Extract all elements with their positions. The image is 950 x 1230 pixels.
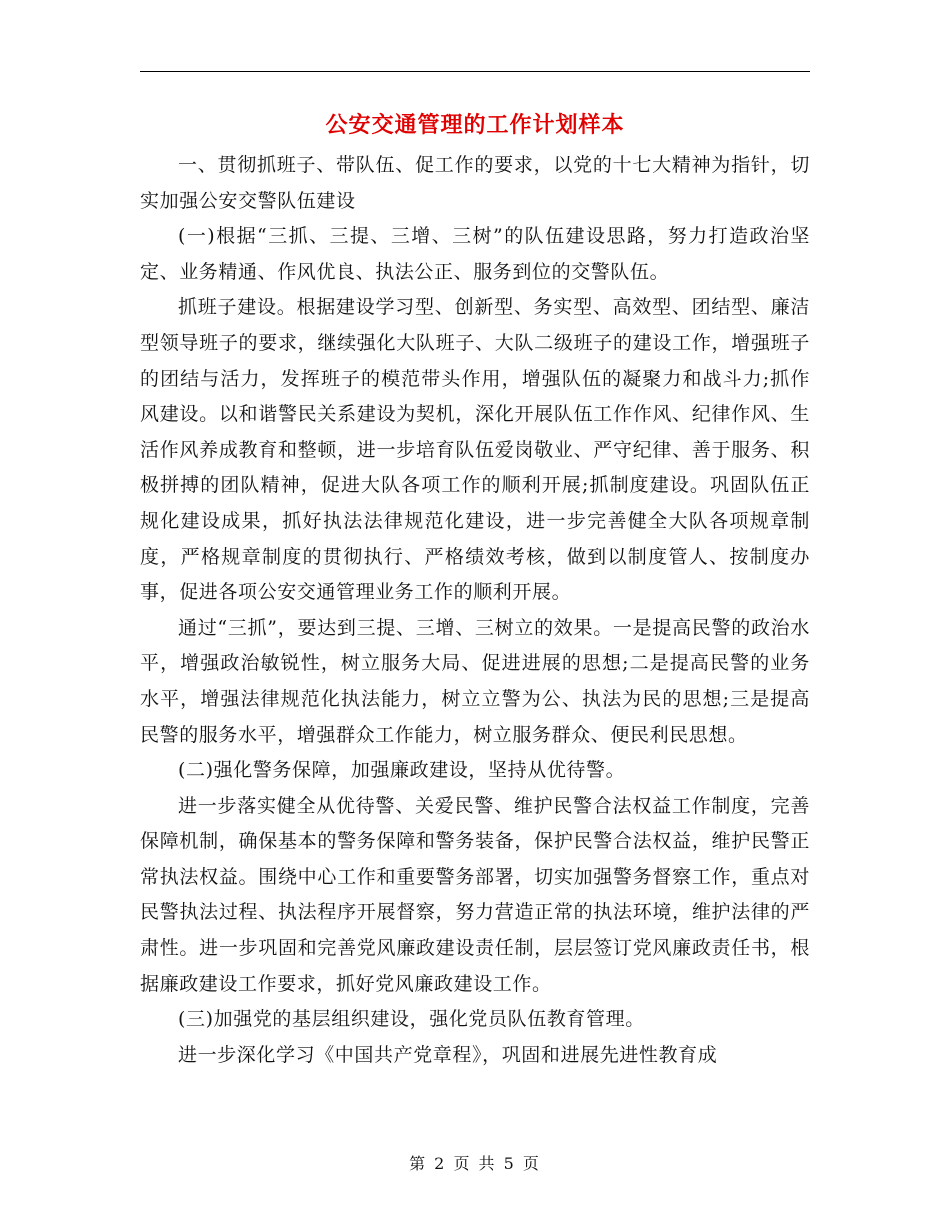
paragraph-4: 通过“三抓”，要达到三提、三增、三树立的效果。一是提高民警的政治水平，增强政治敏锐性，树立服务大局、促进进展的思想;二是提高民警的业务水平，增强法律规范化执法能力，树立立警为公、执法为民的思想;三是提高民警的服务水平，增强群众工作能力，树立服务群众、便民利民思想。 — [140, 616, 810, 746]
paragraph-8: 进一步深化学习《中国共产党章程》，巩固和进展先进性教育成 — [178, 1043, 718, 1066]
header-rule — [140, 71, 810, 72]
paragraph-2: (一)根据“三抓、三提、三增、三树”的队伍建设思路，努力打造政治坚定、业务精通、作风优良、执法公正、服务到位的交警队伍。 — [140, 225, 810, 283]
paragraph-5: (二)强化警务保障，加强廉政建设，坚持从优待警。 — [178, 759, 626, 782]
paragraph-3: 抓班子建设。根据建设学习型、创新型、务实型、高效型、团结型、廉洁型领导班子的要求，继续强化大队班子、大队二级班子的建设工作，增强班子的团结与活力，发挥班子的模范带头作用，增强队伍的凝聚力和战斗力;抓作风建设。以和谐警民关系建设为契机，深化开展队伍工作作风、纪律作风、生活作风养成教育和整顿，进一步培育队伍爱岗敬业、严守纪律、善于服务、积极拼搏的团队精神，促进大队各项工作的顺利开展;抓制度建设。巩固队伍正规化建设成果，抓好执法法律规范化建设，进一步完善健全大队各项规章制度，严格规章制度的贯彻执行、严格绩效考核，做到以制度管人、按制度办事，促进各项公安交通管理业务工作的顺利开展。 — [140, 296, 810, 604]
document-title: 公安交通管理的工作计划样本 — [325, 112, 625, 138]
paragraph-7: (三)加强党的基层组织建设，强化党员队伍教育管理。 — [178, 1008, 645, 1031]
paragraph-1: 一、贯彻抓班子、带队伍、促工作的要求，以党的十七大精神为指针，切实加强公安交警队伍建设 — [140, 154, 810, 212]
document-body — [140, 148, 810, 1073]
paragraph-6: 进一步落实健全从优待警、关爱民警、维护民警合法权益工作制度，完善保障机制，确保基本的警务保障和警务装备，保护民警合法权益，维护民警正常执法权益。围绕中心工作和重要警务部署，切实加强警务督察工作，重点对民警执法过程、执法程序开展督察，努力营造正常的执法环境，维护法律的严肃性。进一步巩固和完善党风廉政建设责任制，层层签订党风廉政责任书，根据廉政建设工作要求，抓好党风廉政建设工作。 — [140, 794, 810, 995]
page-number-footer: 第 2 页 共 5 页 — [409, 1154, 541, 1173]
